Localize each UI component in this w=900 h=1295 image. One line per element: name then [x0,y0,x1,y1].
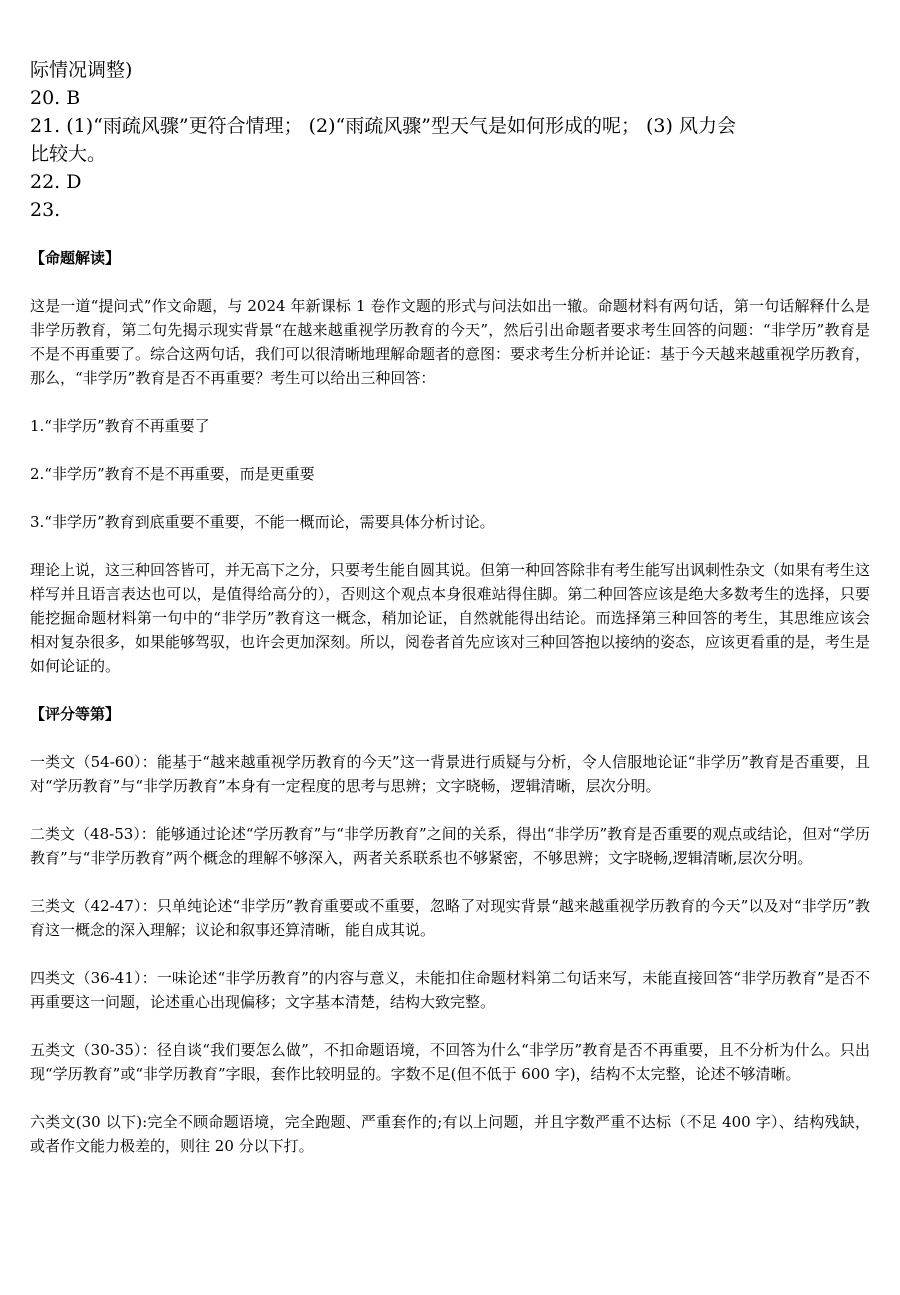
interpretation-intro: 这是一道“提问式”作文命题，与 2024 年新课标 1 卷作文题的形式与问法如出一辙。命题材料有两句话，第一句话解释什么是非学历教育，第二句先揭示现实背景“在越来越重视学历教育的今天”，然后引出命题者要求考生回答的问题：“非学历”教育是不是不再重要了。综合这两句话，我们可以很清晰地理解命题者的意图：要求考生分析并论证：基于今天越来越重视学历教育，那么，“非学历”教育是否不再重要？考生可以给出三种回答： [30,297,871,387]
grade-level-2: 二类文（48-53）：能够通过论述“学历教育”与“非学历教育”之间的关系，得出“非学历”教育是否重要的观点或结论，但对“学历教育”与“非学历教育”两个概念的理解不够深入，两者关系联系也不够紧密，不够思辨；文字晓畅,逻辑清晰,层次分明。 [30,825,870,867]
interpretation-heading: 【命题解读】 [30,249,121,267]
option-2: 2.“非学历”教育不是不再重要，而是更重要 [30,465,315,483]
answer-continuation: 际情况调整) [30,59,133,81]
answer-q21-line2: 比较大。 [30,143,107,165]
grade-level-4: 四类文（36-41）：一味论述“非学历教育”的内容与意义，未能扣住命题材料第二句话来写，未能直接回答“非学历教育”是否不再重要这一问题，论述重心出现偏移；文字基本清楚，结构大致完整。 [30,969,870,1011]
document-page [30,56,870,1158]
grade-level-5: 五类文（30-35）：径自谈“我们要怎么做”，不扣命题语境，不回答为什么“非学历”教育是否不再重要，且不分析为什么。只出现“学历教育”或“非学历教育”字眼，套作比较明显的。字数不足(但不低于 600 字)，结构不太完整，论述不够清晰。 [30,1041,870,1083]
option-1: 1.“非学历”教育不再重要了 [30,417,210,435]
answer-q22: 22. D [30,171,82,193]
grade-level-6: 六类文(30 以下):完全不顾命题语境，完全跑题、严重套作的;有以上问题，并且字数严重不达标（不足 400 字）、结构残缺，或者作文能力极差的，则往 20 分以下打。 [30,1113,870,1155]
interpretation-discussion: 理论上说，这三种回答皆可，并无高下之分，只要考生能自圆其说。但第一种回答除非有考生能写出讽刺性杂文（如果有考生这样写并且语言表达也可以，是值得给高分的），否则这个观点本身很难站得住脚。第二种回答应该是绝大多数考生的选择，只要能挖掘命题材料第一句中的“非学历”教育这一概念，稍加论证，自然就能得出结论。而选择第三种回答的考生，其思维应该会相对复杂很多，如果能够驾驭，也许会更加深刻。所以，阅卷者首先应该对三种回答抱以接纳的姿态，应该更看重的是，考生是如何论证的。 [30,561,871,675]
option-3: 3.“非学历”教育到底重要不重要，不能一概而论，需要具体分析讨论。 [30,513,495,531]
grading-heading: 【评分等第】 [30,705,121,723]
answer-q21-line1: 21. (1)“雨疏风骤”更符合情理； (2)“雨疏风骤”型天气是如何形成的呢； (3) 风力会 [30,115,736,137]
grade-level-1: 一类文（54-60）：能基于“越来越重视学历教育的今天”这一背景进行质疑与分析，令人信服地论证“非学历”教育是否重要，且对“学历教育”与“非学历教育”本身有一定程度的思考与思辨；文字晓畅，逻辑清晰，层次分明。 [30,753,870,795]
answer-q23: 23. [30,199,61,221]
answer-q20: 20. B [30,87,81,109]
grade-level-3: 三类文（42-47）：只单纯论述“非学历”教育重要或不重要，忽略了对现实背景“越来越重视学历教育的今天”以及对“非学历”教育这一概念的深入理解；议论和叙事还算清晰，能自成其说。 [30,897,870,939]
